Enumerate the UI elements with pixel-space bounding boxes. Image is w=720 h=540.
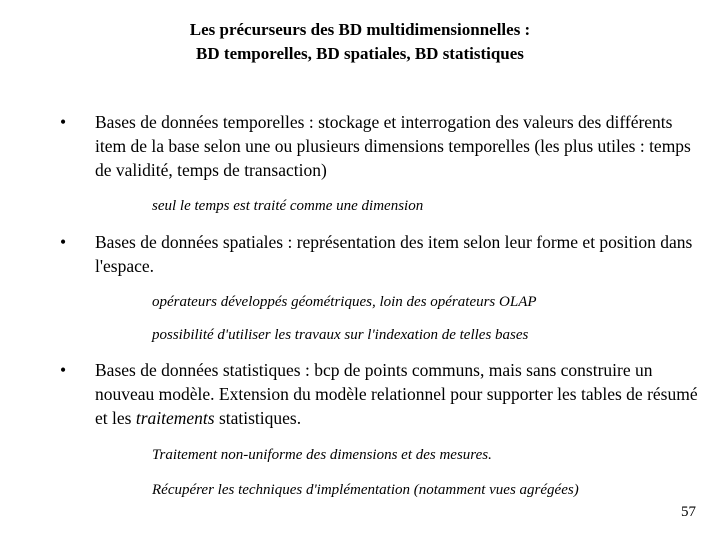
bullet-heading: Bases de données statistiques: [95, 360, 301, 380]
bullet-temporal-databases: [60, 110, 700, 182]
slide-title-line-2: BD temporelles, BD spatiales, BD statistiques: [196, 44, 524, 63]
bullet-dot: •: [60, 360, 67, 380]
bullet-heading: Bases de données temporelles: [95, 112, 305, 132]
note-statistical-2: Récupérer les techniques d'implémentation (notamment vues agrégées): [152, 482, 579, 498]
slide-title: [0, 18, 720, 66]
note-spatial-1: opérateurs développés géométriques, loin des opérateurs OLAP: [152, 294, 537, 310]
page-number: 57: [681, 504, 696, 520]
bullet-dot: •: [60, 232, 67, 252]
bullet-body: : stockage et interrogation des valeurs des différents item de la base selon une ou plusieurs dimensions temporelles (les plus utiles : temps de validité, temps de transaction): [95, 112, 691, 180]
note-statistical-1: Traitement non-uniforme des dimensions et des mesures.: [152, 447, 492, 463]
bullet-body-italic: traitements: [135, 408, 215, 428]
slide-title-line-1: Les précurseurs des BD multidimensionnelles :: [189, 20, 531, 39]
bullet-statistical-databases: [60, 358, 700, 430]
bullet-text: [95, 230, 700, 278]
bullet-text: [95, 358, 700, 430]
bullet-heading: Bases de données spatiales: [95, 232, 284, 252]
bullet-spatial-databases: [60, 230, 700, 278]
bullet-body: : représentation des item selon leur forme et position dans l'espace.: [95, 232, 693, 276]
bullet-body-end: statistiques.: [214, 408, 302, 428]
bullet-text: [95, 110, 700, 182]
bullet-body: : bcp de points communs, mais sans construire un nouveau modèle. Extension du modèle relationnel pour supporter les tables de résumé et les: [95, 360, 698, 428]
note-spatial-2: possibilité d'utiliser les travaux sur l'indexation de telles bases: [152, 327, 529, 343]
note-temporal-1: seul le temps est traité comme une dimension: [152, 198, 424, 214]
bullet-dot: •: [60, 112, 67, 132]
